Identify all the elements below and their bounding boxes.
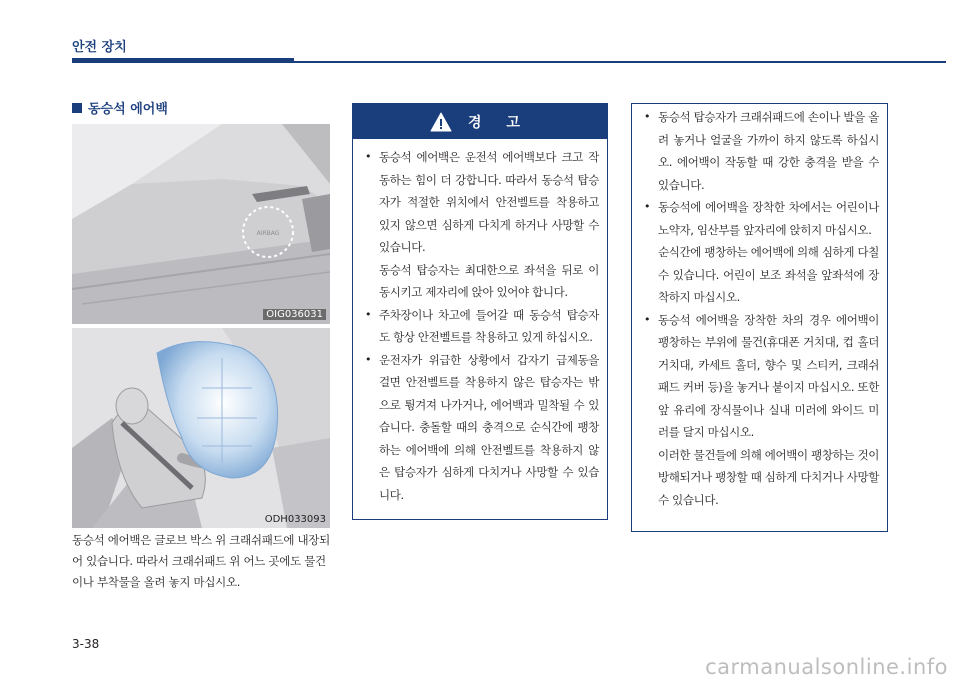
page-header-title: 안전 장치 [72, 40, 127, 55]
square-bullet-icon [72, 103, 82, 113]
figure-dashboard [72, 124, 330, 324]
section-title-text: 동승석 에어백 [88, 102, 168, 117]
right-item-3-sub: 이러한 물건들에 의해 에어백이 팽창하는 것이 방해되거나 팽창할 때 심하게 다치거나 사망할 수 있습니다. [658, 447, 879, 507]
warning-item-1-sub: 동승석 탑승자는 최대한으로 좌석을 뒤로 이동시키고 제자리에 앉아 있어야 합니다. [379, 262, 599, 299]
header-rule-thick [72, 58, 294, 63]
figure-code-2: ODH033093 [264, 514, 326, 525]
right-box-body [632, 104, 887, 511]
svg-text:AIRBAG: AIRBAG [256, 230, 280, 237]
right-item-2: • 동승석에 에어백을 장착한 차에서는 어린이나 노약자, 임산부를 앞자리에 앉히지 마십시오. [644, 196, 879, 241]
right-item-2-sub: 순식간에 팽창하는 에어백에 의해 심하게 다칠 수 있습니다. 어린이 보조 좌석을 앞좌석에 장착하지 마십시오. [658, 245, 879, 304]
figure-airbag-deployment [72, 328, 330, 528]
page-number: 3-38 [72, 637, 100, 651]
warning-item-2: • 주차장이나 차고에 들어갈 때 동승석 탑승자도 항상 안전벨트를 착용하고 있게 하십시오. [365, 304, 599, 349]
warning-box [352, 103, 608, 520]
warning-title: 경 고 [468, 114, 530, 131]
warning-item-1: • 동승석 에어백은 운전석 에어백보다 크고 작동하는 힘이 더 강합니다. 따라서 동승석 탑승자가 적절한 위치에서 안전벨트를 착용하고 있지 않으면 심하게 다치게 하거나 사망할 수 있습니다. [365, 146, 599, 259]
warning-triangle-icon [430, 112, 452, 132]
figure-caption: 동승석 에어백은 글로브 박스 위 크래쉬패드에 내장되어 있습니다. 따라서 크래쉬패드 위 어느 곳에도 물건이나 부착물을 올려 놓지 마십시오. [72, 533, 330, 589]
figure-code-1: OIG036031 [263, 309, 326, 320]
airbag-deployment-illustration [72, 328, 330, 528]
warning-body [353, 139, 607, 506]
header-rule-thin [294, 61, 946, 63]
warning-header [353, 104, 607, 139]
dashboard-illustration [72, 124, 330, 324]
right-item-1: • 동승석 탑승자가 크래쉬패드에 손이나 발을 올려 놓거나 얼굴을 가까이 하지 않도록 하십시오. 에어백이 작동할 때 강한 충격을 받을 수 있습니다. [644, 106, 879, 196]
right-warning-box [631, 103, 888, 532]
watermark: carmanualsonline.info [705, 655, 948, 679]
warning-item-3: • 운전자가 위급한 상황에서 갑자기 급제동을 걸면 안전벨트를 착용하지 않은 탑승자는 밖으로 튕겨져 나가거나, 에어백과 밀착될 수 있습니다. 충돌할 때의 충격으로 순식간에 팽창하는 에어백에 의해 안전벨트를 착용하지 않은 탑승자가 심하게 다치거나 사망할 수 있습니다. [365, 349, 599, 507]
right-item-3: • 동승석 에어백을 장착한 차의 경우 에어백이 팽창하는 부위에 물건(휴대폰 거치대, 컵 홀더 거치대, 카세트 홀더, 향수 및 스티커, 크래쉬패드 커버 등)을 놓거나 붙이지 마십시오. 또한 앞 유리에 장식물이나 실내 미러에 와이드 미러를 달지 마십시오. [644, 309, 879, 444]
section-title [72, 98, 168, 117]
